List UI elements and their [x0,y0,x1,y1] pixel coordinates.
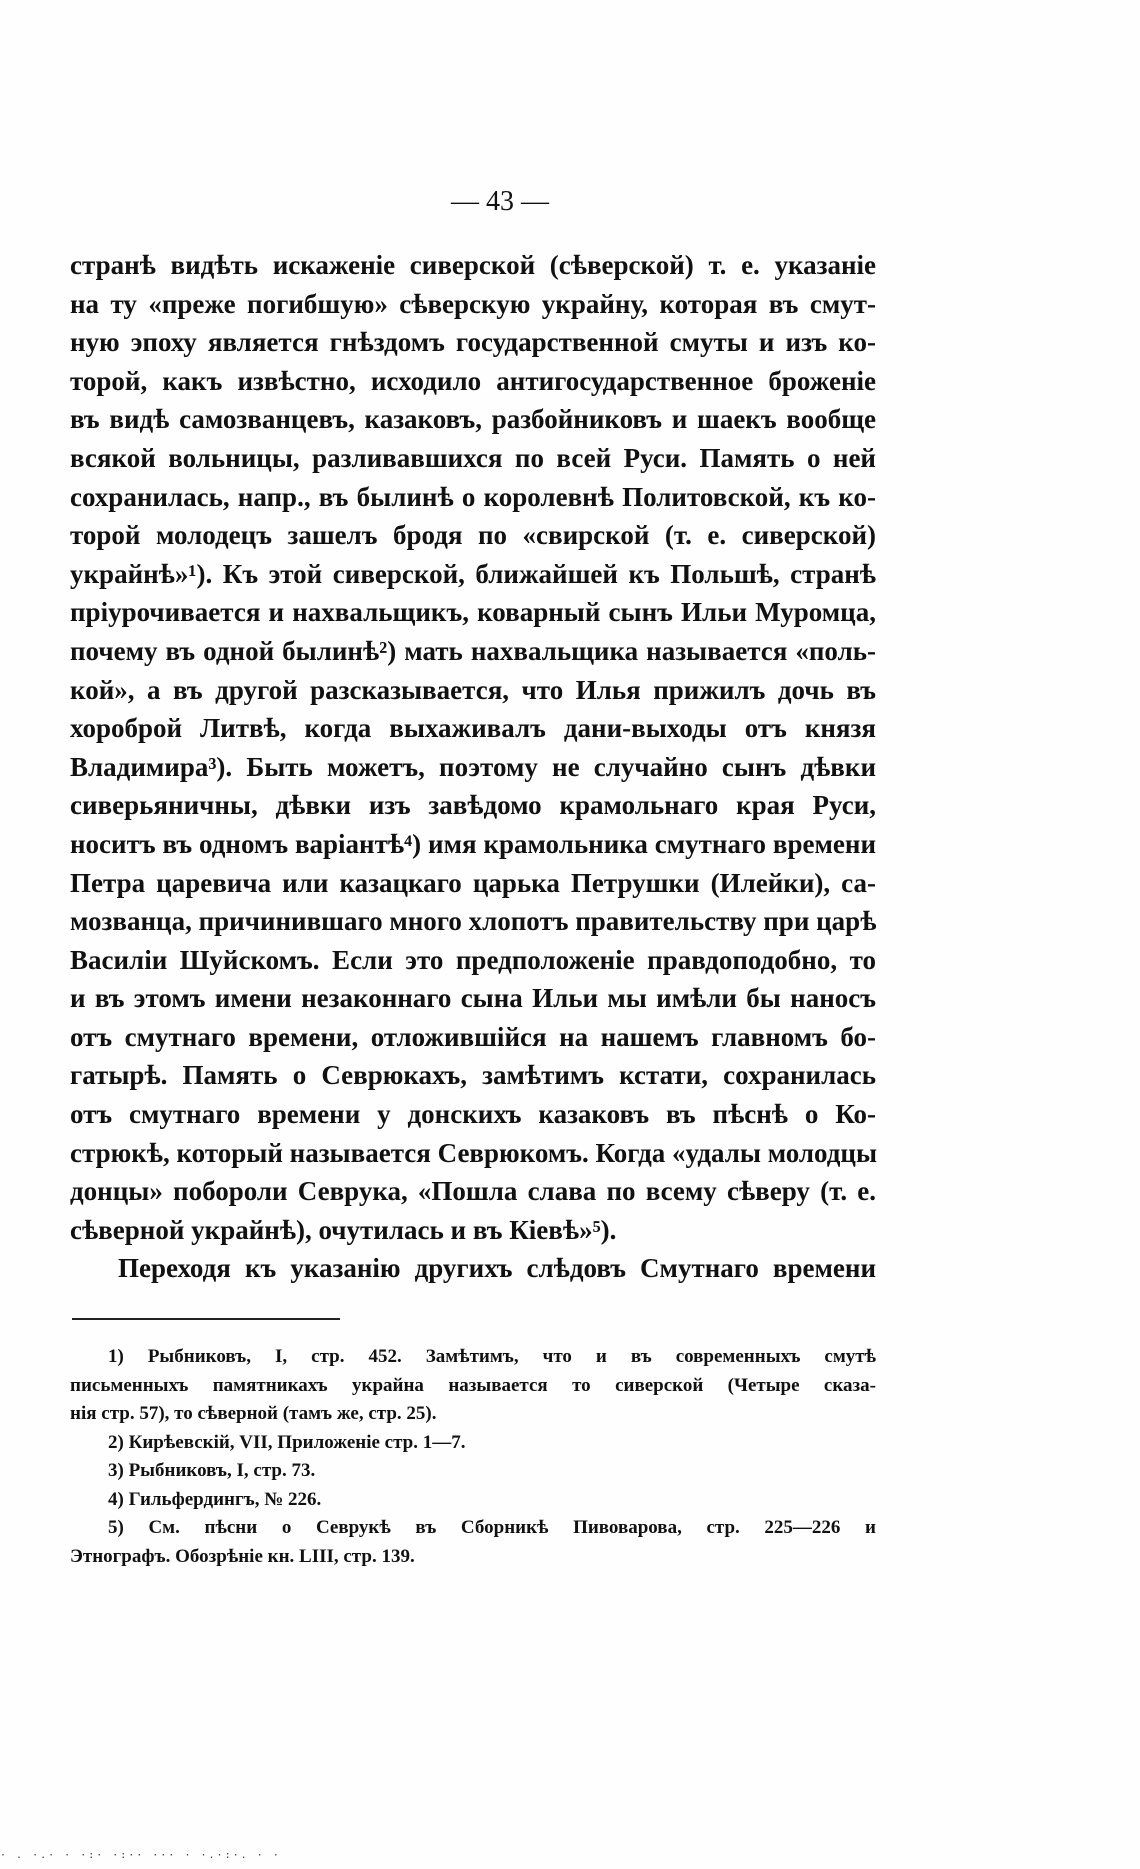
text-line: Василіи Шуйскомъ. Если это предположеніе правдоподобно, то [70,944,876,975]
text-line: сохранилась, напр., въ былинѣ о королевнѣ Политовской, къ ко- [70,481,876,512]
text-line: мозванца, причинившаго много хлопотъ правительству при царѣ [70,906,877,937]
scan-specks: · . ·.· · ·:· ·:·· ··· · ·.·:·. · · [0,1850,281,1861]
footnote-line: Этнографъ. Обозрѣніе кн. LIII, стр. 139. [70,1545,415,1567]
text-line: странѣ видѣть искаженіе сиверской (сѣверской) т. е. указаніе [70,250,876,280]
text-line: отъ смутнаго времени, отложившійся на нашемъ главномъ бо- [70,1021,876,1052]
text-line: украйнѣ»¹). Къ этой сиверской, ближайшей къ Польшѣ, странѣ [70,558,876,589]
text-line: всякой вольницы, разливавшихся по всей Руси. Память о ней [70,442,876,473]
footnote-line: нія стр. 57), то сѣверной (тамъ же, стр. 25). [70,1403,437,1424]
text-line: отъ смутнаго времени у донскихъ казаковъ въ пѣснѣ о Ко- [70,1099,876,1130]
footnote-line: письменныхъ памятникахъ украйна называется то сиверской (Четыре сказа- [70,1374,876,1396]
footnote-line: 3) Рыбниковъ, I, стр. 73. [108,1460,316,1481]
text-line: хороброй Литвѣ, когда выхаживалъ дани-выходы отъ князя [70,713,876,744]
text-line: стрюкѣ, который называется Севрюкомъ. Когда «удалы молодцы [70,1137,878,1168]
text-line: почему въ одной былинѣ²) мать нахвальщика называется «поль- [70,635,876,666]
text-line: торой, какъ извѣстно, исходило антигосударственное броженіе [70,365,876,396]
footnote-line: 1) Рыбниковъ, I, стр. 452. Замѣтимъ, что и въ современныхъ смутѣ [108,1346,876,1367]
footnote-line: 2) Кирѣевскій, VII, Приложеніе стр. 1—7. [108,1431,466,1453]
text-line: ную эпоху является гнѣздомъ государственной смуты и изъ ко- [70,327,876,358]
text-line: Переходя къ указанію другихъ слѣдовъ Смутнаго времени [118,1253,876,1284]
footnote-rule [72,1318,340,1320]
text-line: донцы» побороли Севрука, «Пошла слава по всему сѣверу (т. е. [70,1176,876,1207]
text-line: и въ этомъ имени незаконнаго сына Ильи мы имѣли бы наносъ [70,983,876,1014]
footnote-line: 4) Гильфердингъ, № 226. [108,1488,322,1510]
text-line: сѣверной украйнѣ), очутилась и въ Кіевѣ»⁵). [70,1214,617,1245]
text-line: въ видѣ самозванцевъ, казаковъ, разбойниковъ и шаекъ вообще [70,404,876,435]
footnote-line: 5) См. пѣсни о Севрукѣ въ Сборникѣ Пивоварова, стр. 225—226 и [108,1517,876,1538]
text-line: кой», а въ другой разсказывается, что Илья прижилъ дочь въ [70,674,876,705]
text-line: Владимира³). Быть можетъ, поэтому не случайно сынъ дѣвки [70,751,876,782]
text-line: сиверьяничны, дѣвки изъ завѣдомо крамольнаго края Руси, [70,790,876,821]
text-line: гатырѣ. Память о Севрюкахъ, замѣтимъ кстати, сохранилась [70,1060,876,1091]
text-line: Петра царевича или казацкаго царька Петрушки (Илейки), са- [70,867,876,898]
page-number: — 43 — [451,186,549,217]
text-line: торой молодецъ зашелъ бродя по «свирской (т. е. сиверской) [70,520,876,551]
main-text [70,246,876,1288]
text-line: носитъ въ одномъ варіантѣ⁴) имя крамольника смутнаго времени [70,828,876,859]
text-line: на ту «преже погибшую» сѣверскую украйну, которая въ смут- [70,288,876,319]
footnotes [70,1343,876,1571]
text-line: пріурочивается и нахвальщикъ, коварный сынъ Ильи Муромца, [70,597,876,628]
